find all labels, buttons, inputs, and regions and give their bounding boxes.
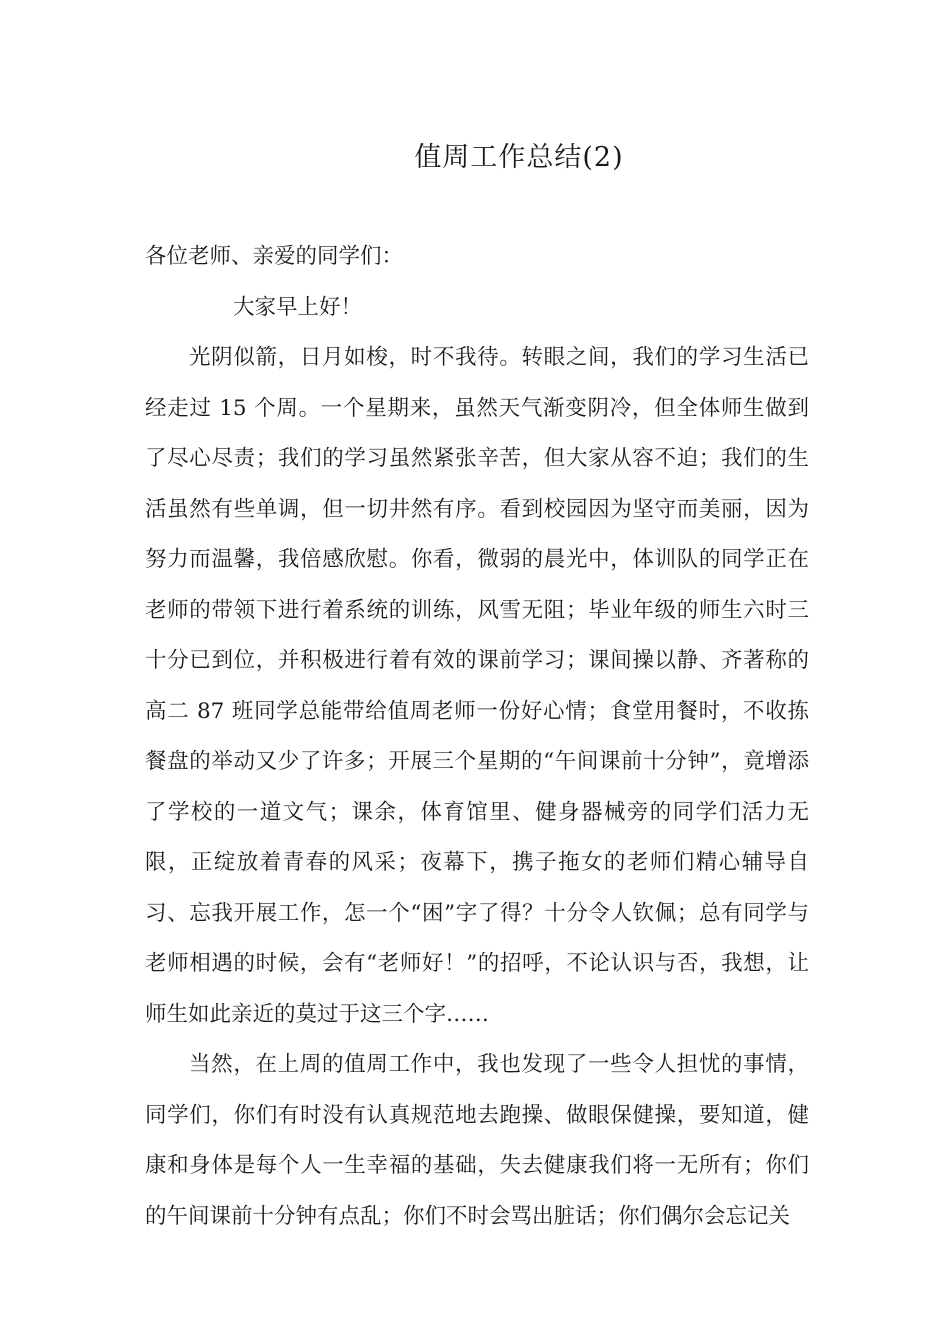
salutation: 各位老师、亲爱的同学们： <box>145 244 404 269</box>
body-paragraph: 光阴似箭，日月如梭，时不我待。转眼之间，我们的学习生活已经走过 15 个周。一个星期来，虽然天气渐变阴冷，但全体师生做到了尽心尽责；我们的学习虽然紧张辛苦，但大家从容不迫；我们的生活虽然有些单调，但一切井然有序。看到校园因为坚守而美丽，因为努力而温馨，我倍感欣慰。你看，微弱的晨光中，体训队的同学正在老师的带领下进行着系统的训练，风雪无阻；毕业年级的师生六时三十分已到位，并积极进行着有效的课前学习；课间操以静、齐著称的高二 87 班同学总能带给值周老师一份好心情；食堂用餐时，不收拣餐盘的举动又少了许多；开展三个星期的“午间课前十分钟”，竟增添了学校的一道文气；课余，体育馆里、健身器械旁的同学们活力无限，正绽放着青春的风采；夜幕下，携子拖女的老师们精心辅导自习、忘我开展工作，怎一个“困”字了得？十分令人钦佩；总有同学与老师相遇的时候，会有“老师好！”的招呼，不论认识与否，我想，让师生如此亲近的莫过于这三个字…… <box>145 345 809 1027</box>
body-paragraph: 当然，在上周的值周工作中，我也发现了一些令人担忧的事情，同学们，你们有时没有认真规范地去跑操、做眼保健操，要知道，健康和身体是每个人一生幸福的基础，失去健康我们将一无所有；你们的午间课前十分钟有点乱；你们不时会骂出脏话；你们偶尔会忘记关 <box>145 1052 809 1229</box>
document-body <box>145 232 809 1242</box>
greeting: 大家早上好！ <box>233 294 363 320</box>
document-title: 值周工作总结(2) <box>414 142 624 173</box>
